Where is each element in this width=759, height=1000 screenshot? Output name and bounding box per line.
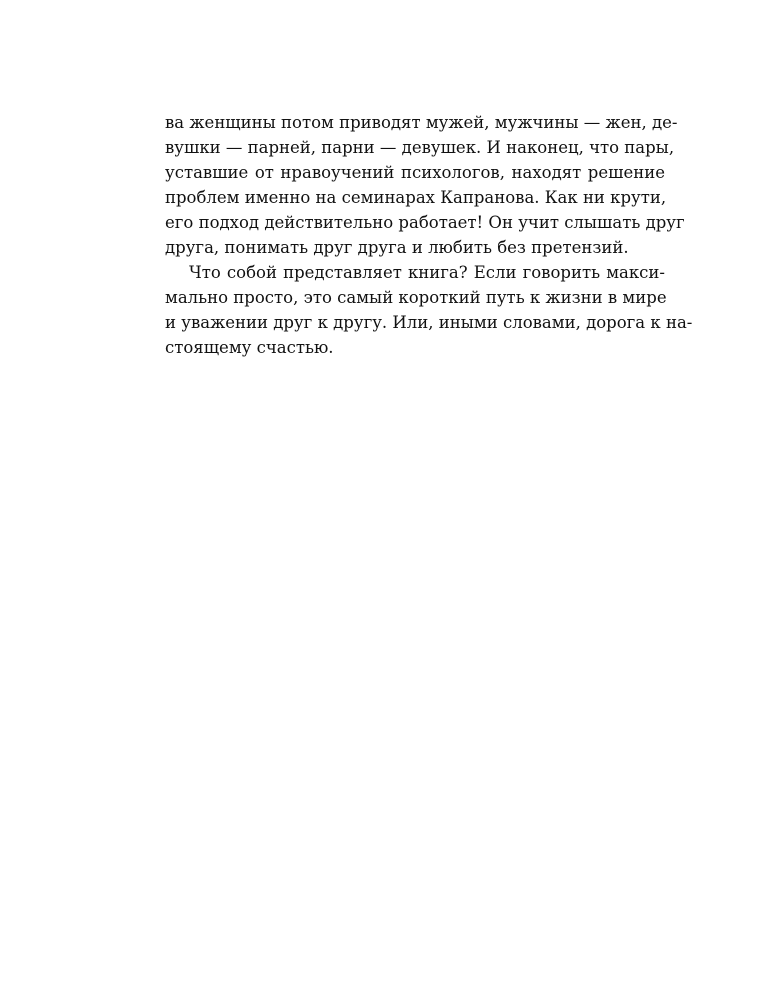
text-line: стоящему счастью. [165,338,334,357]
body-text [165,110,693,360]
text-line: мально просто, это самый короткий путь к жизни в мире [165,288,667,307]
text-line: проблем именно на семинарах Капранова. Как ни крути, [165,188,667,207]
text-line: уставшие от нравоучений психологов, находят решение [165,163,665,182]
text-line: Что собой представляет книга? Если говорить макси- [189,263,665,282]
paragraph-2 [165,260,693,360]
text-line: и уважении друг к другу. Или, иными словами, дорога к на- [165,313,693,332]
text-line: его подход действительно работает! Он учит слышать друг [165,213,685,232]
paragraph-1 [165,110,685,260]
text-line: вушки — парней, парни — девушек. И наконец, что пары, [165,138,675,157]
text-line: ва женщины потом приводят мужей, мужчины — жен, де- [165,113,678,132]
text-line: друга, понимать друг друга и любить без претензий. [165,238,629,257]
